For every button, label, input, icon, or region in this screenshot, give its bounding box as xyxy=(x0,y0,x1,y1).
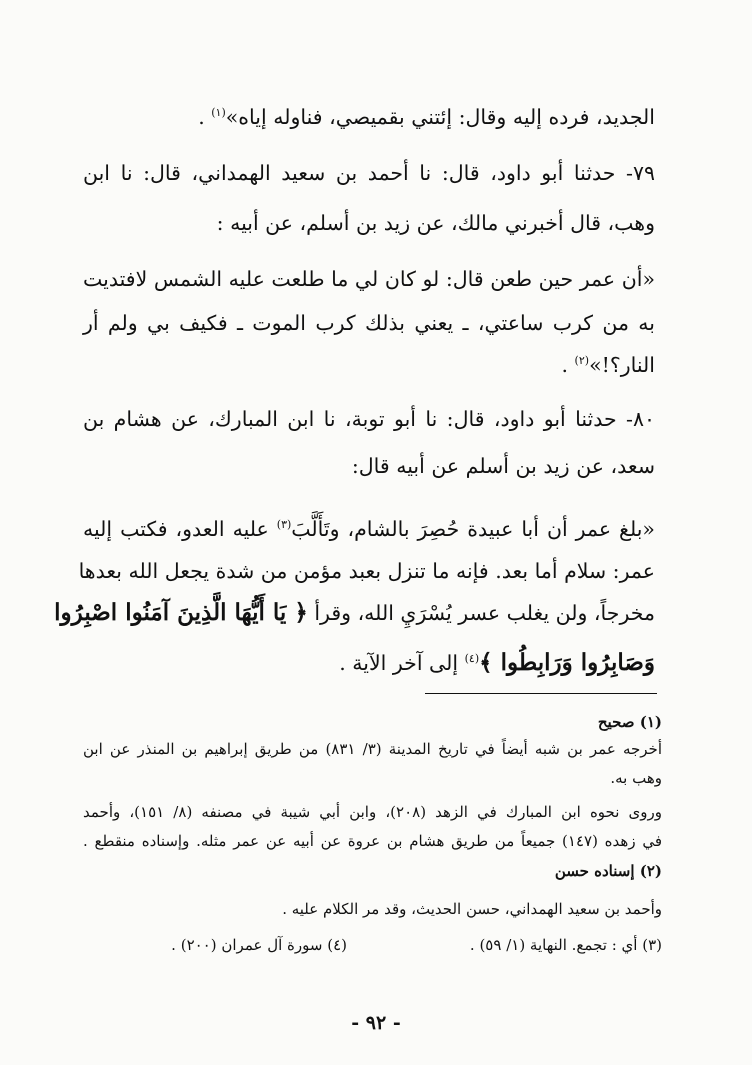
footnote-ref-2[interactable]: (٢) xyxy=(574,354,590,367)
text: . xyxy=(198,104,212,129)
body-line-1 xyxy=(83,98,655,132)
footnote-2-head: (٢) إسناده حسن xyxy=(554,862,662,880)
footnote-ref-4[interactable]: (٤) xyxy=(464,652,480,665)
hadith-80-line-1: ٨٠- حدثنا أبو داود، قال: نا أبو توبة، نا ابن المبارك، عن هشام بن xyxy=(83,407,655,431)
footnote-3: (٣) أي : تجمع. النهاية (١/ ٥٩) . xyxy=(469,936,662,954)
text: . xyxy=(561,352,575,377)
footnote-2-line-1: وأحمد بن سعيد الهمداني، حسن الحديث، وقد مر الكلام عليه . xyxy=(282,900,662,918)
text: عليه العدو، فكتب إليه xyxy=(83,516,277,541)
footnote-1-line-3: وروى نحوه ابن المبارك في الزهد (٢٠٨)، وابن أبي شيبة في مصنفه (٨/ ١٥١)، وأحمد xyxy=(83,803,662,821)
footnote-ref-3[interactable]: (٣) xyxy=(276,518,292,531)
text: الجديد، فرده إليه وقال: إئتني بقميصي، فناوله إياه» xyxy=(225,104,655,129)
hadith-80-text-line-2: عمر: سلام أما بعد. فإنه ما تنزل بعبد مؤمن من شدة يجعل الله بعدها xyxy=(78,559,655,583)
page-number: - ٩٢ - xyxy=(351,1012,401,1034)
hadith-80-text-line-4 xyxy=(83,644,655,678)
hadith-79-text-line-1: «أن عمر حين طعن قال: لو كان لي ما طلعت عليه الشمس لافتديت xyxy=(83,267,655,291)
text: إلى آخر الآية . xyxy=(339,650,465,675)
quran-verse: ﴿ يَا أَيُّهَا الَّذِينَ آمَنُوا اصْبِرُوا xyxy=(54,599,308,626)
footnote-1-line-1: أخرجه عمر بن شبه أيضاً في تاريخ المدينة (٣/ ٨٣١) من طريق إبراهيم بن المنذر عن ابن xyxy=(83,740,662,758)
hadith-79-line-1: ٧٩- حدثنا أبو داود، قال: نا أحمد بن سعيد الهمداني، قال: نا ابن xyxy=(83,161,655,185)
hadith-80-line-2: سعد، عن زيد بن أسلم عن أبيه قال: xyxy=(351,454,655,478)
text: مخرجاً، ولن يغلب عسر يُسْرَيِ الله، وقرأ xyxy=(307,601,655,625)
footnote-4: (٤) سورة آل عمران (٢٠٠) . xyxy=(171,936,347,954)
quran-verse: وَصَابِرُوا وَرَابِطُوا ﴾ xyxy=(479,648,655,676)
footnote-divider xyxy=(425,693,657,694)
footnote-1-head: (١) صحيح xyxy=(597,713,662,731)
footnote-ref-1[interactable]: (١) xyxy=(211,106,226,119)
hadith-80-text-line-3 xyxy=(54,598,655,628)
hadith-79-text-line-3 xyxy=(83,346,655,380)
footnote-1-line-4: في زهده (١٤٧) جميعاً من طريق هشام بن عروة عن أبيه عن عمر مثله. وإسناده منقطع . xyxy=(83,832,662,850)
hadith-79-text-line-2: به من كرب ساعتي، ـ يعني بذلك كرب الموت ـ فكيف بي ولم أر xyxy=(83,311,655,335)
text: «بلغ عمر أن أبا عبيدة حُصِرَ بالشام، وتَأَلَّبَ xyxy=(291,516,655,541)
footnote-1-line-2: وهب به. xyxy=(610,769,662,787)
hadith-79-line-2: وهب، قال أخبرني مالك، عن زيد بن أسلم، عن أبيه : xyxy=(216,211,655,235)
hadith-80-text-line-1 xyxy=(83,510,655,544)
text: النار؟!» xyxy=(589,352,655,377)
